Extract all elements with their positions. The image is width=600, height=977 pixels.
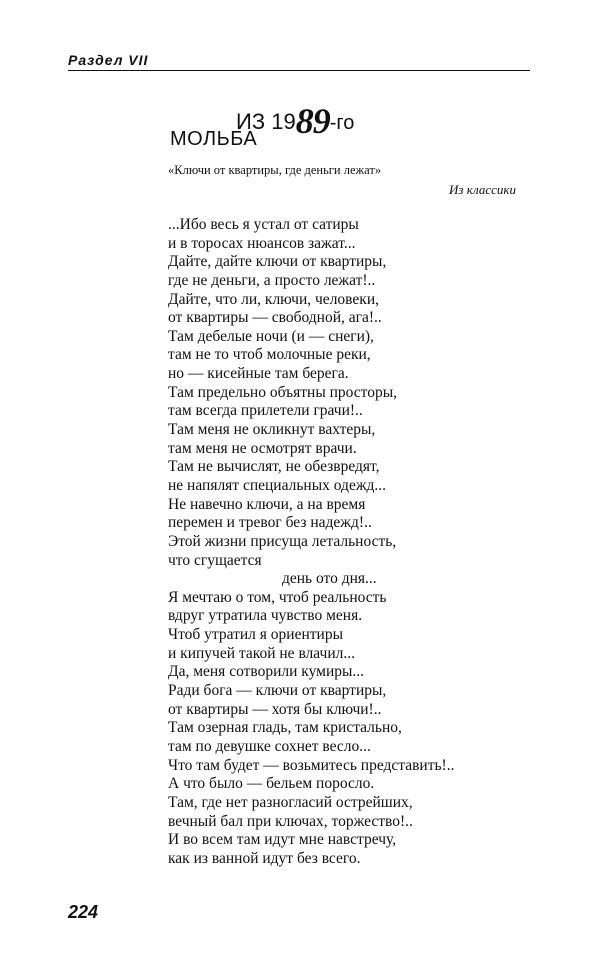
year-suffix: -го — [329, 112, 355, 134]
poem-body — [168, 216, 548, 868]
poem-line: А что было — бельем поросло. — [168, 775, 375, 793]
poem-line: Там меня не окликнут вахтеры, — [168, 421, 376, 439]
poem-line: там по девушке сохнет весло... — [168, 737, 371, 755]
poem-line: вечный бал при ключах, торжество!.. — [168, 812, 413, 830]
poem-title: МОЛЬБА — [170, 128, 258, 150]
poem-line: ...Ибо весь я устал от сатиры — [168, 216, 359, 233]
poem-line: Дайте, что ли, ключи, человеки, — [168, 290, 379, 308]
poem-line: но — кисейные там берега. — [168, 365, 349, 383]
poem-line: Что там будет — возьмитесь представить!.. — [168, 756, 455, 774]
epigraph: «Ключи от квартиры, где деньги лежат» — [168, 163, 382, 177]
year-prefix: ИЗ 19 — [236, 109, 296, 134]
poem-line: Там озерная гладь, там кристально, — [168, 719, 402, 737]
poem-line: Да, меня сотворили кумиры... — [168, 663, 365, 681]
poem-line: Там предельно объятны просторы, — [168, 383, 398, 401]
poem-line: там не то чтоб молочные реки, — [168, 346, 371, 364]
poem-line: от квартиры — хотя бы ключи!.. — [168, 700, 382, 718]
running-head-section: Раздел VII — [68, 52, 149, 68]
epigraph-source: Из классики — [449, 182, 516, 197]
poem-line: там всегда прилетели грачи!.. — [168, 402, 363, 420]
poem-line: Там, где нет разногласий острейших, — [168, 793, 413, 811]
poem-line: Не навечно ключи, а на время — [168, 495, 366, 513]
poem-line: Чтоб утратил я ориентиры — [168, 626, 343, 644]
poem-line: где не деньги, а просто лежат!.. — [168, 271, 376, 289]
poem-line: И во всем там идут мне навстречу, — [168, 831, 397, 849]
poem-line-indented: день ото дня... — [282, 570, 377, 588]
page-number: 224 — [68, 902, 99, 922]
poem-line: там меня не осмотрят врачи. — [168, 439, 357, 457]
poem-line: вдруг утратила чувство меня. — [168, 607, 363, 625]
poem-line: как из ванной идут без всего. — [168, 849, 361, 867]
poem-line: и кипучей такой не влачил... — [168, 644, 355, 662]
poem-line: Там не вычислят, не обезвредят, — [168, 458, 380, 476]
poem-line: и в торосах нюансов зажат... — [168, 234, 356, 252]
poem-line: Я мечтаю о том, чтоб реальность — [168, 588, 387, 606]
poem-line: не напялят специальных одежд... — [168, 476, 387, 494]
poem-line: перемен и тревог без надежд!.. — [168, 514, 372, 532]
header-rule — [68, 70, 530, 71]
poem-line: Там дебелые ночи (и — снеги), — [168, 327, 374, 345]
poem-line: Дайте, дайте ключи от квартиры, — [168, 253, 387, 271]
poem-line: Ради бога — ключи от квартиры, — [168, 682, 387, 700]
poem-line: что сгущается — [168, 551, 262, 569]
poem-line: от квартиры — свободной, ага!.. — [168, 309, 382, 327]
year-handwritten-digits: 89 — [295, 101, 330, 141]
poem-line: Этой жизни присуща летальность, — [168, 532, 397, 550]
